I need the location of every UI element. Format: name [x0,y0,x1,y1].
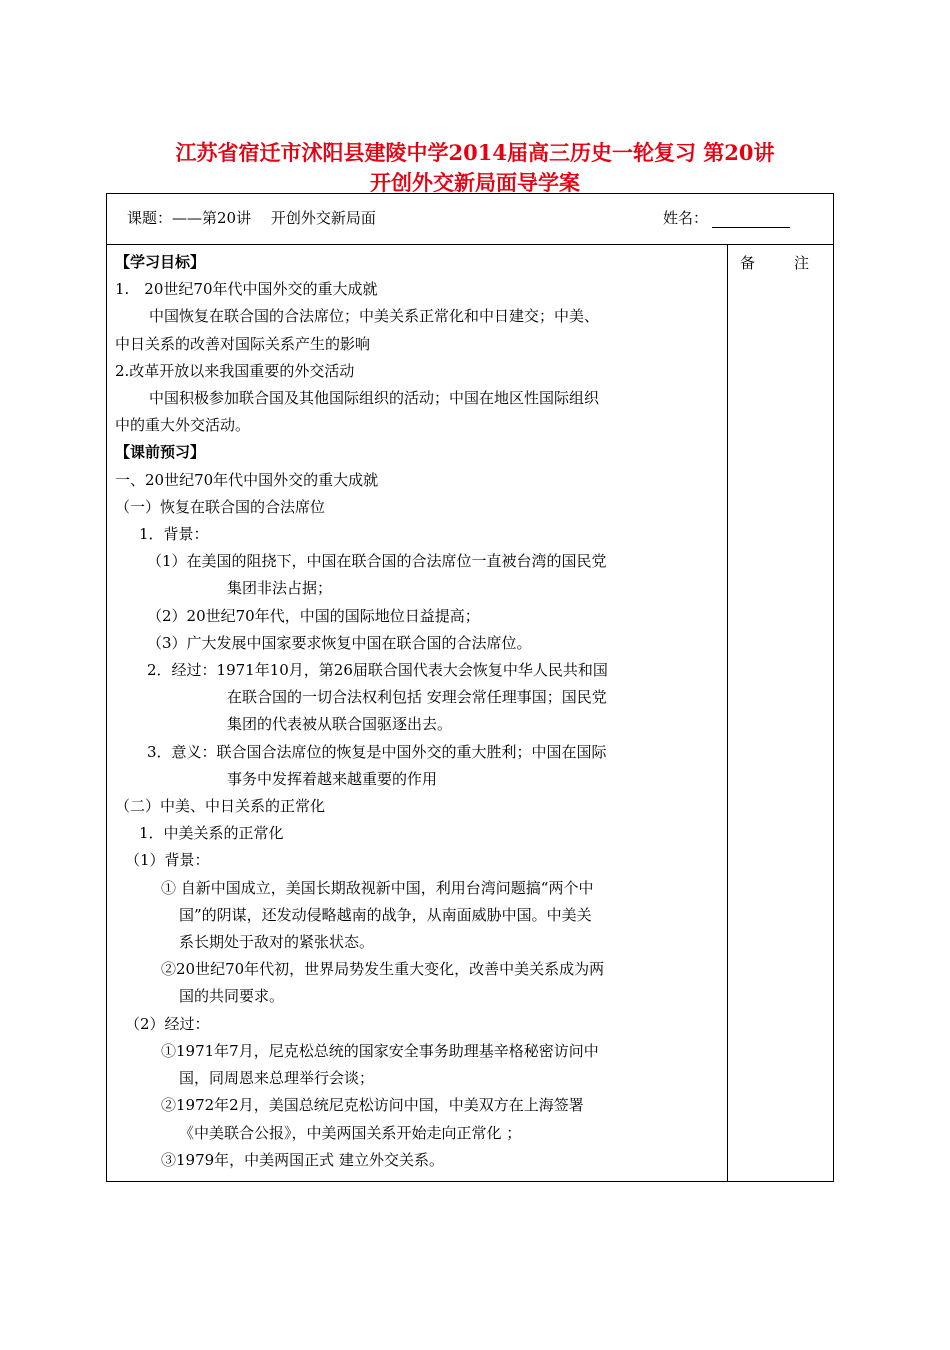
content-line: （1）背景： [125,851,210,870]
content-line: 1．背景： [139,525,209,544]
student-name-field [663,207,790,228]
content-line: 3．意义：联合国合法席位的恢复是中国外交的重大胜利；中国在国际 [147,742,607,761]
content-line: （1）在美国的阻挠下，中国在联合国的合法席位一直被台湾的国民党 [147,552,607,571]
document-title [60,138,890,198]
content-line: （二）中美、中日关系的正常化 [115,797,326,816]
table-header-row [107,194,833,245]
content-line: 2.改革开放以来我国重要的外交活动 [115,361,355,380]
content-line: （2）经过： [125,1014,210,1033]
content-line: ① 自新中国成立，美国长期敌视新中国，利用台湾问题搞“两个中 [161,878,594,897]
content-line: 中国积极参加联合国及其他国际组织的活动；中国在地区性国际组织 [149,389,600,408]
column-divider [727,244,728,1181]
content-line: ①1971年7月，尼克松总统的国家安全事务助理基辛格秘密访问中 [161,1041,599,1060]
content-line: 国，同周恩来总理举行会谈； [179,1069,375,1088]
name-label: 姓名： [663,209,709,227]
content-line: （2）20世纪70年代，中国的国际地位日益提高； [147,606,480,625]
content-cell [115,249,721,1174]
content-line: 在联合国的一切合法权利包括 安理会常任理事国；国民党 [227,688,607,707]
content-line: 中国恢复在联合国的合法席位；中美关系正常化和中日建交；中美、 [149,307,600,326]
content-line: 中的重大外交活动。 [115,416,251,435]
content-line: 1．中美关系的正常化 [139,824,284,843]
content-line: 集团非法占据； [227,579,333,598]
content-line: 国的共同要求。 [179,987,285,1006]
content-line: 1. 20世纪70年代中国外交的重大成就 [115,280,378,299]
section-heading-objectives: 【学习目标】 [115,253,206,271]
content-line: 中日关系的改善对国际关系产生的影响 [115,334,371,353]
section-heading-preview: 【课前预习】 [115,443,206,462]
content-line: （一）恢复在联合国的合法席位 [115,497,326,516]
content-line: 系长期处于敌对的紧张状态。 [179,933,375,952]
content-line: ②1972年2月，美国总统尼克松访问中国，中美双方在上海签署 [161,1096,584,1115]
title-line-1: 江苏省宿迁市沭阳县建陵中学2014届高三历史一轮复习 第20讲 [175,140,775,165]
title-line-2: 开创外交新局面导学案 [370,170,580,195]
study-guide-table [106,193,834,1182]
content-line: 集团的代表被从联合国驱逐出去。 [227,715,453,734]
content-line: ②20世纪70年代初，世界局势发生重大变化，改善中美关系成为两 [161,960,605,979]
remarks-column-label: 备 注 [739,254,821,272]
name-blank-line [712,211,790,228]
lesson-subject: 课题：——第20讲 开创外交新局面 [127,209,376,227]
content-line: 事务中发挥着越来越重要的作用 [227,769,438,788]
content-line: 2．经过：1971年10月，第26届联合国代表大会恢复中华人民共和国 [147,661,608,680]
content-line: 国”的阴谋，还发动侵略越南的战争，从南面威胁中国。中美关 [179,905,592,924]
content-line: 一、20世纪70年代中国外交的重大成就 [115,470,379,489]
content-line: （3）广大发展中国家要求恢复中国在联合国的合法席位。 [147,633,532,652]
content-line: ③1979年，中美两国正式 建立外交关系。 [161,1150,444,1169]
content-line: 《中美联合公报》，中美两国关系开始走向正常化 ； [179,1123,522,1142]
